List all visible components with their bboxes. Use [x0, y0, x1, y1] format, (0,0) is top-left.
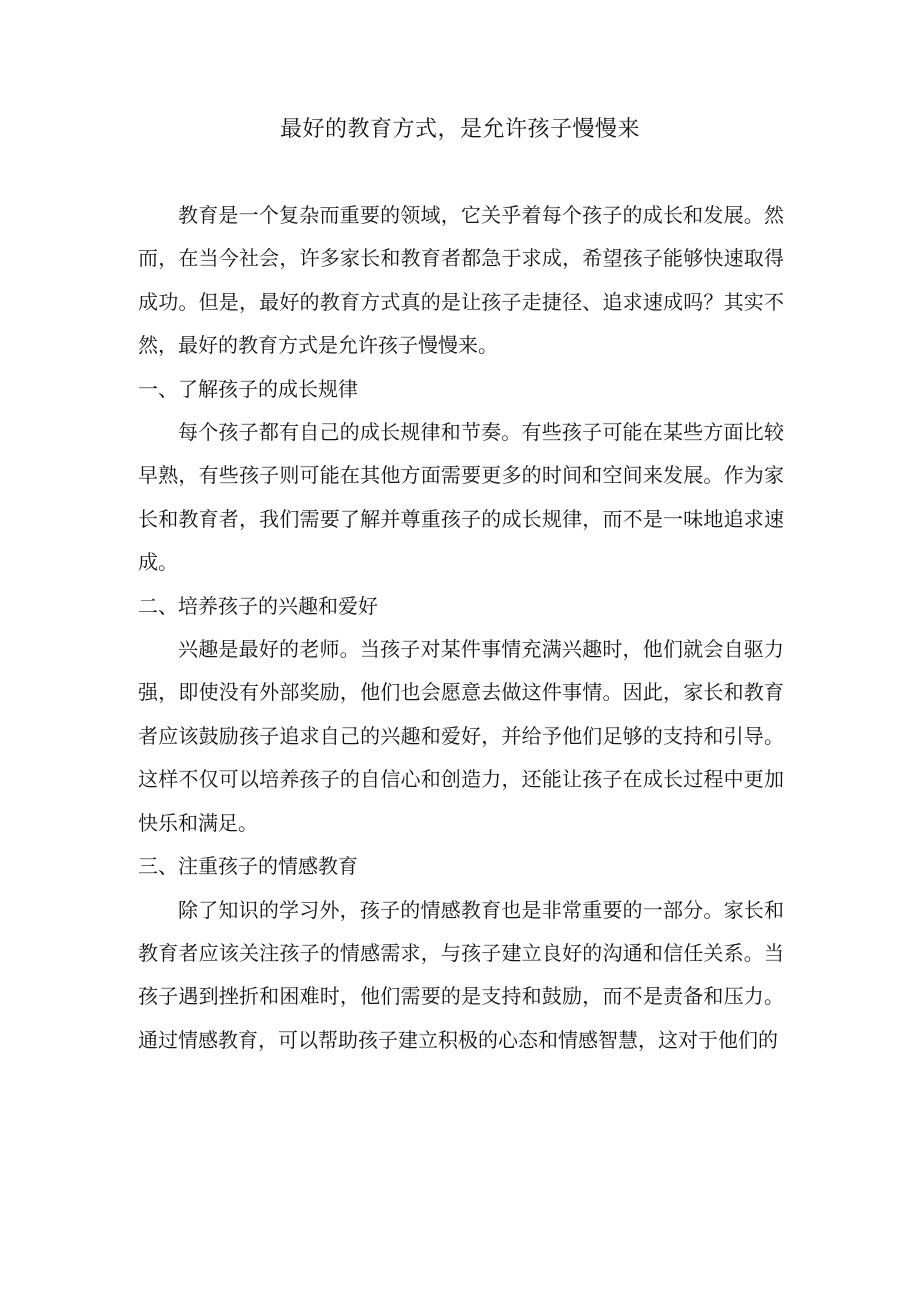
section-heading-2: 二、培养孩子的兴趣和爱好	[138, 593, 378, 618]
section-heading-1: 一、了解孩子的成长规律	[138, 376, 358, 401]
intro-paragraph: 教育是一个复杂而重要的领域，它关乎着每个孩子的成长和发展。然而，在当今社会，许多家长和教育者都急于求成，希望孩子能够快速取得成功。但是，最好的教育方式真的是让孩子走捷径、追求速成吗？其实不然，最好的教育方式是允许孩子慢慢来。	[138, 203, 784, 358]
section-heading-3: 三、注重孩子的情感教育	[138, 854, 358, 879]
section-paragraph-3: 除了知识的学习外，孩子的情感教育也是非常重要的一部分。家长和教育者应该关注孩子的情感需求，与孩子建立良好的沟通和信任关系。当孩子遇到挫折和困难时，他们需要的是支持和鼓励，而不是责备和压力。通过情感教育，可以帮助孩子建立积极的心态和情感智慧，这对于他们的	[138, 897, 784, 1052]
document-title: 最好的教育方式，是允许孩子慢慢来	[279, 117, 640, 142]
section-paragraph-1: 每个孩子都有自己的成长规律和节奏。有些孩子可能在某些方面比较早熟，有些孩子则可能在其他方面需要更多的时间和空间来发展。作为家长和教育者，我们需要了解并尊重孩子的成长规律，而不是一味地追求速成。	[138, 420, 784, 575]
document-body	[138, 194, 784, 1062]
section-paragraph-2: 兴趣是最好的老师。当孩子对某件事情充满兴趣时，他们就会自驱力强，即使没有外部奖励，他们也会愿意去做这件事情。因此，家长和教育者应该鼓励孩子追求自己的兴趣和爱好，并给予他们足够的支持和引导。这样不仅可以培养孩子的自信心和创造力，还能让孩子在成长过程中更加快乐和满足。	[138, 637, 784, 835]
